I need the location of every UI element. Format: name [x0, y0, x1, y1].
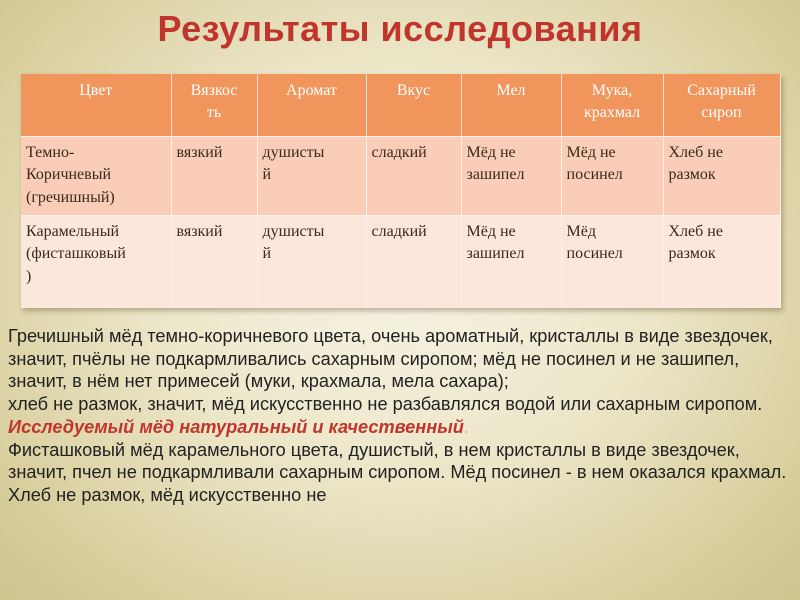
table-cell: Карамельный (фисташковый )	[21, 216, 171, 309]
table-cell: душисты й	[257, 137, 366, 216]
header-cell: Сахарный сироп	[663, 74, 780, 137]
analysis-paragraph-buckwheat: Гречишный мёд темно-коричневого цвета, очень ароматный, кристаллы в виде звездочек, значит, пчёлы не подкармливались сахарным сиропом; мёд не посинел и не зашипел, значит, в нём нет примесей (муки, крахмала, мела сахара);	[8, 326, 773, 392]
table-cell: вязкий	[171, 216, 257, 309]
conclusion-text: Исследуемый мёд натуральный и качественный	[8, 416, 464, 437]
header-cell: Вкус	[366, 74, 461, 137]
table-header-row	[21, 74, 780, 137]
analysis-paragraph-bread: хлеб не размок, значит, мёд искусственно не разбавлялся водой или сахарным сиропом.	[8, 394, 763, 415]
analysis-paragraph-pistachio: Фисташковый мёд карамельного цвета, душистый, в нем кристаллы в виде звездочек, значит, пчел не подкармливали сахарным сиропом. Мёд посинел - в нем оказался крахмал. Хлеб не размок, мёд искусственно не	[8, 439, 787, 505]
table-cell: вязкий	[171, 137, 257, 216]
table-cell: Мёд не зашипел	[461, 137, 561, 216]
slide-title: Результаты исследования	[157, 8, 643, 49]
analysis-text	[8, 325, 796, 507]
table-cell: душисты й	[257, 216, 366, 309]
results-table	[21, 74, 781, 308]
table-cell: Мёд посинел	[561, 216, 663, 309]
header-cell: Аромат	[257, 74, 366, 137]
table-cell: Хлеб не размок	[663, 137, 780, 216]
table-cell: сладкий	[366, 216, 461, 309]
table-row	[21, 216, 780, 309]
conclusion-line	[8, 416, 796, 439]
table-cell: сладкий	[366, 137, 461, 216]
conclusion-dot: .	[463, 416, 469, 437]
header-cell: Вязкос ть	[171, 74, 257, 137]
header-cell: Мел	[461, 74, 561, 137]
table-cell: Мёд не зашипел	[461, 216, 561, 309]
table-row	[21, 137, 780, 216]
table-cell: Хлеб не размок	[663, 216, 780, 309]
header-cell: Мука, крахмал	[561, 74, 663, 137]
header-cell: Цвет	[21, 74, 171, 137]
table-cell: Мёд не посинел	[561, 137, 663, 216]
table-cell: Темно- Коричневый (гречишный)	[21, 137, 171, 216]
